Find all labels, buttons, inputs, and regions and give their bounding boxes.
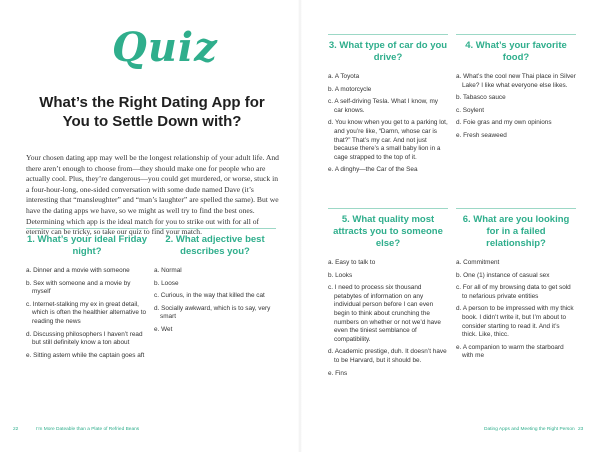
answer-item: d. Academic prestige, duh. It doesn’t have to be Harvard, but it should be. [328,348,447,364]
answer-item: c. Curious, in the way that killed the cat [154,292,265,300]
answer-item: c. A self-driving Tesla. What I know, my car knows. [328,98,438,114]
answer-item: b. A motorcycle [328,85,372,93]
intro-paragraph: Your chosen dating app may well be the longest relationship of your adult life. And there aren’t enough to choose from—they should make one for people who are actually cool. Plus, they’re dangerous—you could get murdered, or worse, stuck in a four-hour-long, one-sided conversation with some dude named Dave (it’s interesting that “mansleughter” and “man’s laughter” are spelled the same). But we have the dating apps we have, so we might as well try to find the best ones. Determining which app is the ideal match for you to strike out with for all of eternity can be tricky, so take our quiz to find your match. [26,153,279,237]
answer-item: b. Looks [328,271,353,279]
question-1-title: 1. What’s your ideal Friday night? [26,228,148,263]
answer-item: e. Sitting astern while the captain goes aft [26,351,145,359]
answer-item: d. Discussing philosophers I haven’t read but still definitely know a ton about [26,330,143,347]
answer-item: d. Socially awkward, which is to say, very smart [154,304,271,321]
answer-item: e. Fresh seaweed [456,131,507,139]
answer-item: d. A person to be impressed with my thick book. I didn’t write it, but I’m about to consider starting to read it. And it’s thick. Like, thicc. [456,305,574,339]
running-footer-left: I’m More Dateable than a Plate of Refried Beans [36,427,140,432]
question-6 [456,208,576,365]
question-6-answers [456,259,576,361]
answer-item: e. Fins [328,369,348,377]
question-5-answers [328,259,448,378]
page-number-right: 23 [578,427,584,432]
question-4 [456,34,576,145]
page-heading: What’s the Right Dating App for You to Settle Down with? [39,94,265,130]
running-footer-right: Dating Apps and Meeting the Right Person [484,427,575,432]
answer-item: b. Tabasco sauce [456,94,506,102]
answer-item: e. A companion to warm the starboard with me [456,343,564,360]
page-number-left: 22 [13,427,19,432]
question-2-title: 2. What adjective best describes you? [154,228,276,263]
question-2 [154,228,276,339]
answer-item: a. Dinner and a movie with someone [26,267,130,274]
answer-item: d. You know when you get to a parking lot, and you’re like, “Damn, whose car is that?” That’s my car. And not just because there’s a small baby lion in a cage strapped to the top of it. [328,119,448,161]
answer-item: c. Soylent [456,106,485,114]
answer-item: c. Internet-stalking my ex in great detail, which is often the healthier alternative to reading the news [26,300,147,325]
quiz-title: Quiz [112,24,218,71]
answer-item: a. Commitment [456,259,500,266]
answer-item: d. Foie gras and my own opinions [456,119,552,127]
question-3 [328,34,448,179]
answer-item: a. Easy to talk to [328,259,376,266]
answer-item: b. One (1) instance of casual sex [456,271,550,279]
question-3-title: 3. What type of car do you drive? [328,34,448,69]
question-1 [26,228,148,364]
answer-item: e. A dinghy—the Car of the Sea [328,166,418,174]
question-3-answers [328,73,448,175]
answer-item: a. Normal [154,267,182,274]
question-5 [328,208,448,382]
answer-item: a. A Toyota [328,73,360,80]
answer-item: a. What’s the cool new Thai place in Silver Lake? I like what everyone else likes. [456,73,576,89]
page-gutter [298,0,302,452]
answer-item: e. Wet [154,325,173,333]
question-2-answers [154,267,276,335]
question-1-answers [26,267,148,360]
question-6-title: 6. What are you looking for in a failed relationship? [456,208,576,255]
answer-item: b. Sex with someone and a movie by myself [26,279,131,296]
answer-item: b. Loose [154,279,179,287]
answer-item: c. For all of my browsing data to get sold to nefarious private entities [456,284,571,300]
question-5-title: 5. What quality most attracts you to someone else? [328,208,448,255]
question-4-title: 4. What’s your favorite food? [456,34,576,69]
answer-item: c. I need to process six thousand petabytes of information on any individual person before I can even begin to think about crunching the numbers on whether or not we’d have even the tiniest semblance of compatibility. [328,284,441,343]
question-4-answers [456,73,576,141]
